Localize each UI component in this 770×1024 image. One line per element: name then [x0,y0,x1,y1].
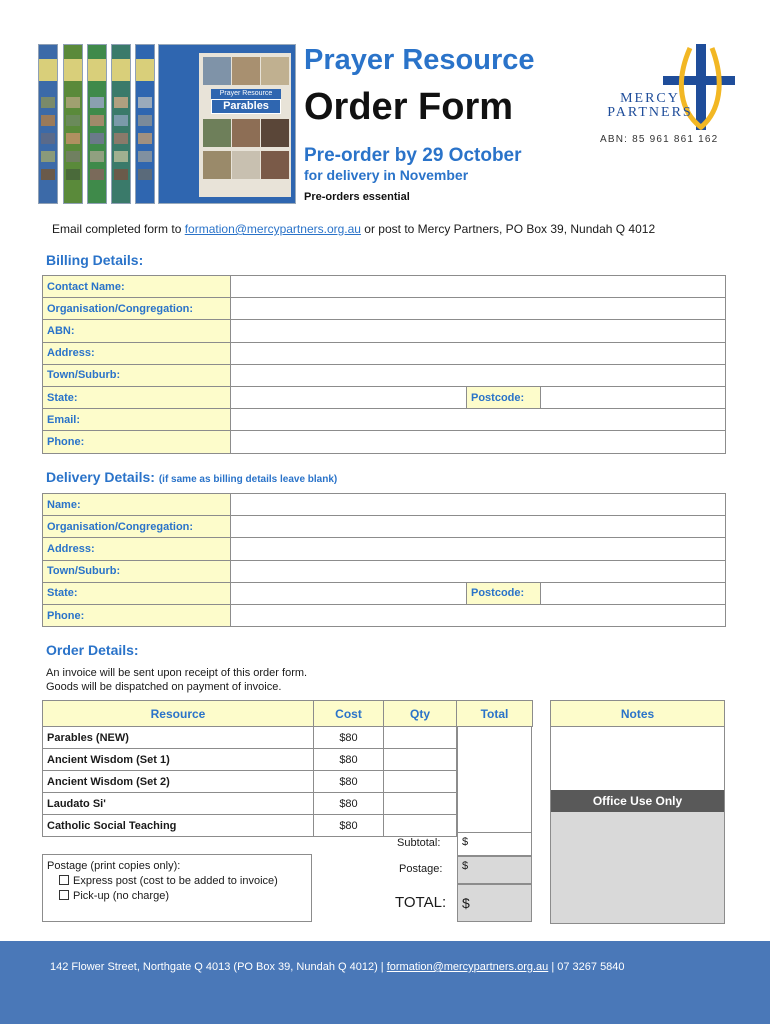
resource-name: Catholic Social Teaching [43,815,314,837]
resource-name: Laudato Si' [43,793,314,815]
mercy-partners-logo [590,42,740,132]
cover-title-big: Parables [211,99,281,114]
delivery-postcode-field[interactable] [541,582,726,604]
footer [0,941,770,1024]
total-currency: $ [462,895,470,911]
delivery-title [46,469,337,485]
town-label: Town/Suburb: [43,364,231,386]
delivery-org-field[interactable] [231,516,726,538]
delivery-phone-field[interactable] [231,604,726,626]
postage-options [42,854,312,922]
subtotal-label: Subtotal: [397,837,441,849]
office-use-header: Office Use Only [551,790,724,812]
delivery-address-field[interactable] [231,538,726,560]
abn-label: ABN: [43,320,231,342]
delivery-postcode-label: Postcode: [467,582,541,604]
resource-cost: $80 [314,793,384,815]
order-title: Order Details: [46,642,139,658]
address-field[interactable] [231,342,726,364]
express-post-label: Express post (cost to be added to invoice) [73,875,278,887]
instructions-suffix: or post to Mercy Partners, PO Box 39, Nundah Q 4012 [360,222,656,236]
email-field[interactable] [231,409,726,431]
resource-header: Resource [43,701,314,727]
notes-panel [550,700,725,924]
email-label: Email: [43,409,231,431]
town-field[interactable] [231,364,726,386]
pickup-label: Pick-up (no charge) [73,890,169,902]
email-link[interactable]: formation@mercypartners.org.au [184,222,361,236]
footer-address: 142 Flower Street, Northgate Q 4013 (PO Box 39, Nundah Q 4012) | [50,961,387,973]
delivery-state-label: State: [43,582,231,604]
resource-cost: $80 [314,727,384,749]
book-spine [135,44,155,204]
footer-email-link[interactable]: formation@mercypartners.org.au [386,961,549,973]
abn-number: ABN: 85 961 861 162 [600,134,719,145]
total-label: TOTAL: [395,894,447,911]
dispatch-note: Goods will be dispatched on payment of invoice. [46,681,282,693]
resource-name: Ancient Wisdom (Set 2) [43,771,314,793]
delivery-town-label: Town/Suburb: [43,560,231,582]
state-label: State: [43,386,231,408]
contact-name-field[interactable] [231,276,726,298]
delivery-name-label: Name: [43,494,231,516]
postage-field[interactable] [457,856,532,884]
delivery-table [42,493,726,627]
page-title: Order Form [304,86,514,128]
resource-name: Ancient Wisdom (Set 1) [43,749,314,771]
state-field[interactable] [231,386,467,408]
book-spine [111,44,131,204]
preorder-essential: Pre-orders essential [304,191,410,203]
qty-field[interactable] [384,793,457,815]
delivery-state-field[interactable] [231,582,467,604]
qty-header: Qty [384,701,457,727]
resource-cost: $80 [314,749,384,771]
book-spine [63,44,83,204]
qty-field[interactable] [384,749,457,771]
checkbox-icon[interactable] [59,890,69,900]
delivery-note-text: (if same as billing details leave blank) [158,474,338,485]
qty-field[interactable] [384,771,457,793]
resource-cost: $80 [314,771,384,793]
express-post-option[interactable] [59,874,307,889]
submission-instructions [52,222,655,236]
organisation-label: Organisation/Congregation: [43,298,231,320]
postcode-field[interactable] [541,386,726,408]
postage-currency: $ [462,860,469,872]
billing-title: Billing Details: [46,252,144,268]
preorder-deadline: Pre-order by 29 October [304,145,522,166]
logo-text-mercy: MERCY [620,91,680,106]
total-field[interactable] [457,884,532,922]
delivery-address-label: Address: [43,538,231,560]
organisation-field[interactable] [231,298,726,320]
pickup-option[interactable] [59,889,307,904]
subtotal-field[interactable] [457,832,532,856]
cost-header: Cost [314,701,384,727]
postage-title: Postage (print copies only): [47,860,181,872]
phone-label: Phone: [43,431,231,453]
billing-table [42,275,726,454]
notes-field[interactable] [551,727,724,790]
delivery-title-text: Delivery Details: [46,469,155,485]
office-use-area [551,812,724,923]
delivery-town-field[interactable] [231,560,726,582]
total-header: Total [457,701,533,727]
invoice-note: An invoice will be sent upon receipt of this order form. [46,667,308,679]
book-spine [87,44,107,204]
address-label: Address: [43,342,231,364]
logo-text-partners: PARTNERS [607,105,693,120]
qty-field[interactable] [384,727,457,749]
book-spine [38,44,58,204]
cover-image [38,44,296,204]
resource-cost: $80 [314,815,384,837]
notes-header: Notes [551,701,724,727]
delivery-note: for delivery in November [304,167,469,183]
instructions-prefix: Email completed form to [52,222,185,236]
delivery-name-field[interactable] [231,494,726,516]
total-column[interactable] [457,726,532,836]
resource-name: Parables (NEW) [43,727,314,749]
cover-title-small: Prayer Resource [219,90,273,97]
checkbox-icon[interactable] [59,875,69,885]
qty-field[interactable] [384,815,457,837]
title-line-1: Prayer Resource [304,44,535,76]
delivery-phone-label: Phone: [43,604,231,626]
phone-field[interactable] [231,431,726,453]
abn-field[interactable] [231,320,726,342]
postcode-label: Postcode: [467,386,541,408]
delivery-org-label: Organisation/Congregation: [43,516,231,538]
postage-label: Postage: [399,863,443,875]
subtotal-currency: $ [462,836,469,848]
footer-phone: | 07 3267 5840 [548,961,625,973]
parables-cover [158,44,296,204]
order-intro [46,666,307,694]
contact-name-label: Contact Name: [43,276,231,298]
